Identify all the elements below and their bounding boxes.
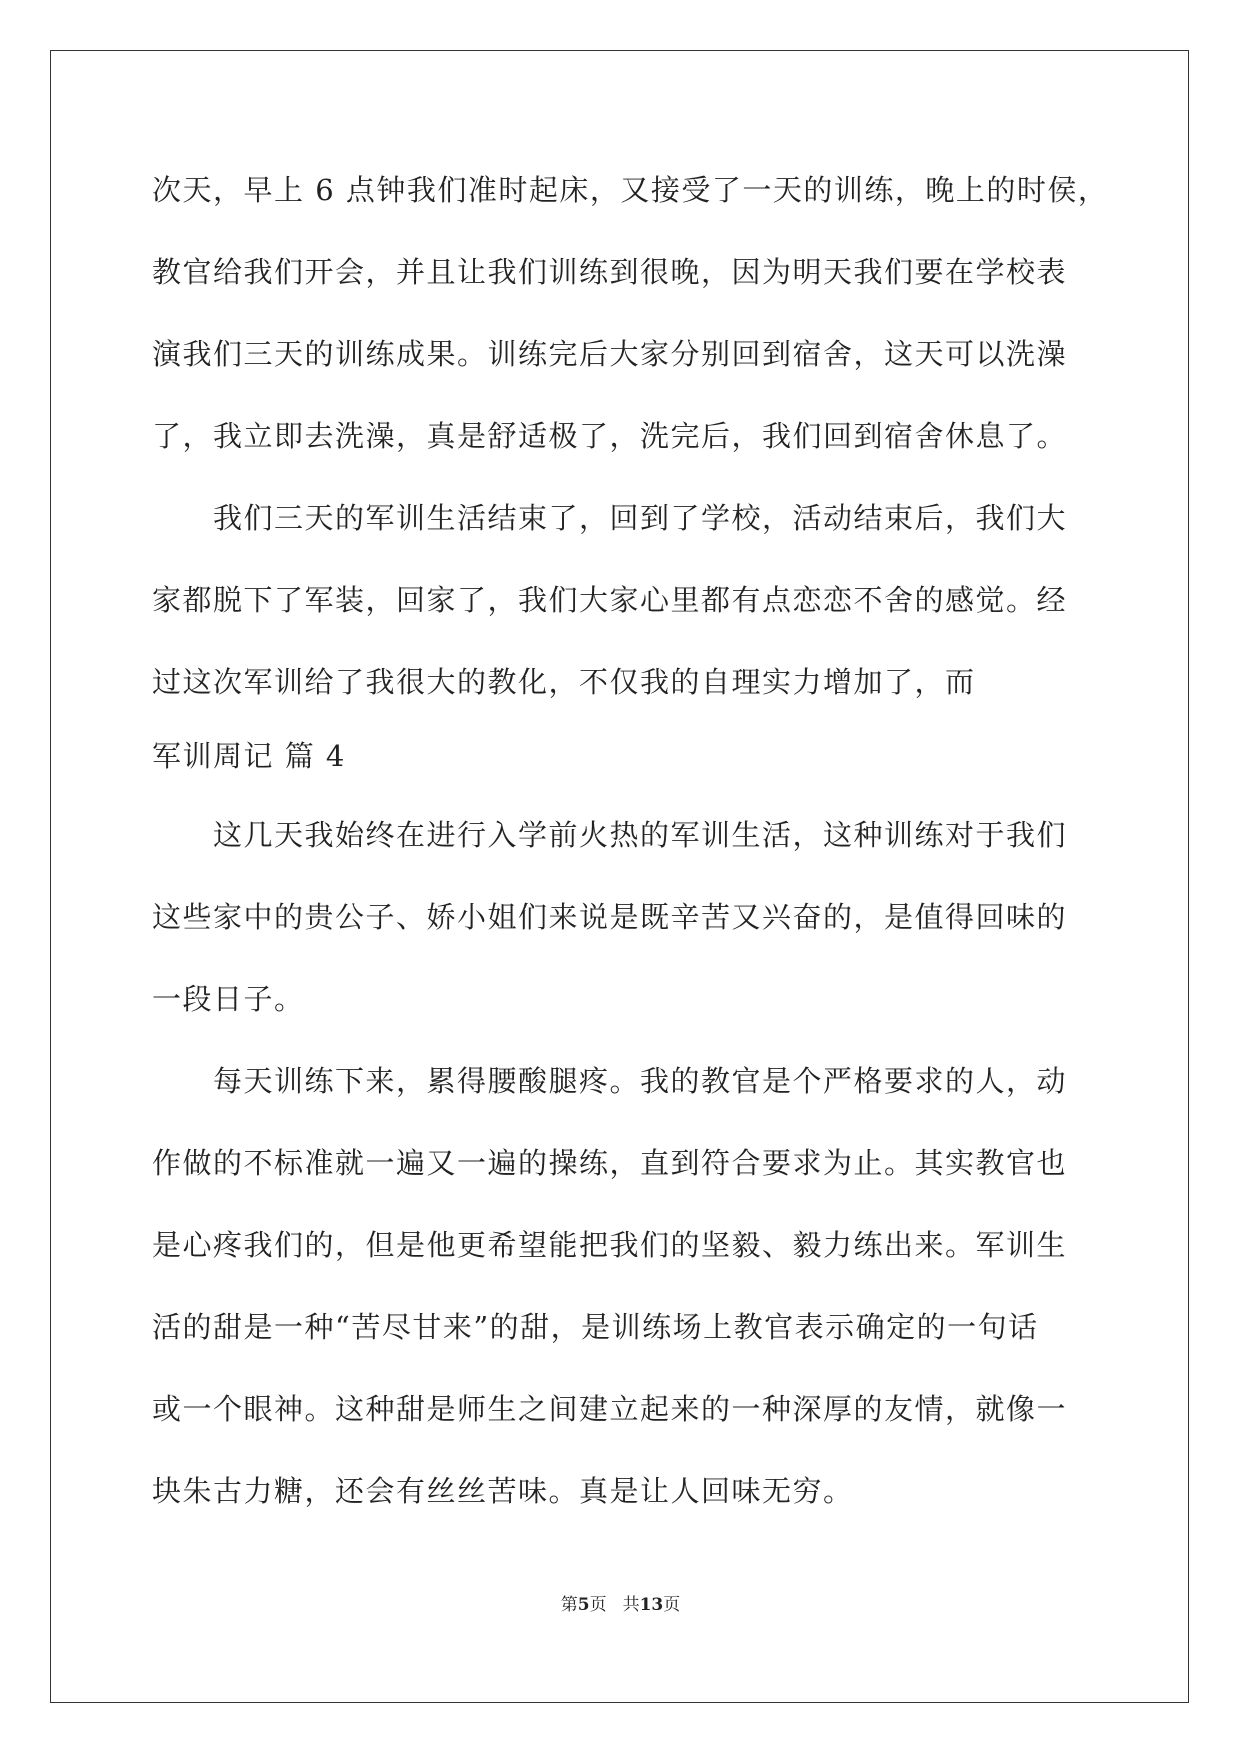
text-line: 作做的不标准就一遍又一遍的操练，直到符合要求为止。其实教官也: [152, 1146, 1068, 1180]
text-line: 每天训练下来，累得腰酸腿疼。我的教官是个严格要求的人，动: [152, 1064, 1068, 1098]
total-pages: 13: [639, 1595, 664, 1615]
text-line: 了，我立即去洗澡，真是舒适极了，洗完后，我们回到宿舍休息了。: [152, 419, 1068, 453]
page-unit: 页: [589, 1595, 607, 1615]
page-border: [50, 50, 1189, 1703]
text-line: 一段日子。: [152, 982, 305, 1016]
page-footer: [0, 1594, 1241, 1616]
text-line: 家都脱下了军装，回家了，我们大家心里都有点恋恋不舍的感觉。经: [152, 583, 1068, 617]
text-line: 块朱古力糖，还会有丝丝苦味。真是让人回味无穷。: [152, 1474, 854, 1508]
text-line: 我们三天的军训生活结束了，回到了学校，活动结束后，我们大: [152, 501, 1068, 535]
text-line: 这些家中的贵公子、娇小姐们来说是既辛苦又兴奋的，是值得回味的: [152, 900, 1068, 934]
text-line: 演我们三天的训练成果。训练完后大家分别回到宿舍，这天可以洗澡: [152, 337, 1068, 371]
text-line: 是心疼我们的，但是他更希望能把我们的坚毅、毅力练出来。军训生: [152, 1228, 1068, 1262]
text-line: 或一个眼神。这种甜是师生之间建立起来的一种深厚的友情，就像一: [152, 1392, 1068, 1426]
section-heading: 军训周记 篇 4: [152, 739, 346, 773]
text-line: 这几天我始终在进行入学前火热的军训生活，这种训练对于我们: [152, 818, 1068, 852]
total-unit: 页: [663, 1595, 681, 1615]
text-line: 次天，早上 6 点钟我们准时起床，又接受了一天的训练，晚上的时侯，: [152, 173, 1109, 207]
page-number: 5: [577, 1595, 590, 1615]
text-line: 教官给我们开会，并且让我们训练到很晚，因为明天我们要在学校表: [152, 255, 1068, 289]
page-prefix: 第: [560, 1595, 578, 1615]
text-line: 过这次军训给了我很大的教化，不仅我的自理实力增加了，而: [152, 665, 976, 699]
total-prefix: 共: [622, 1595, 640, 1615]
text-line: 活的甜是一种“苦尽甘来”的甜，是训练场上教官表示确定的一句话: [152, 1310, 1039, 1344]
